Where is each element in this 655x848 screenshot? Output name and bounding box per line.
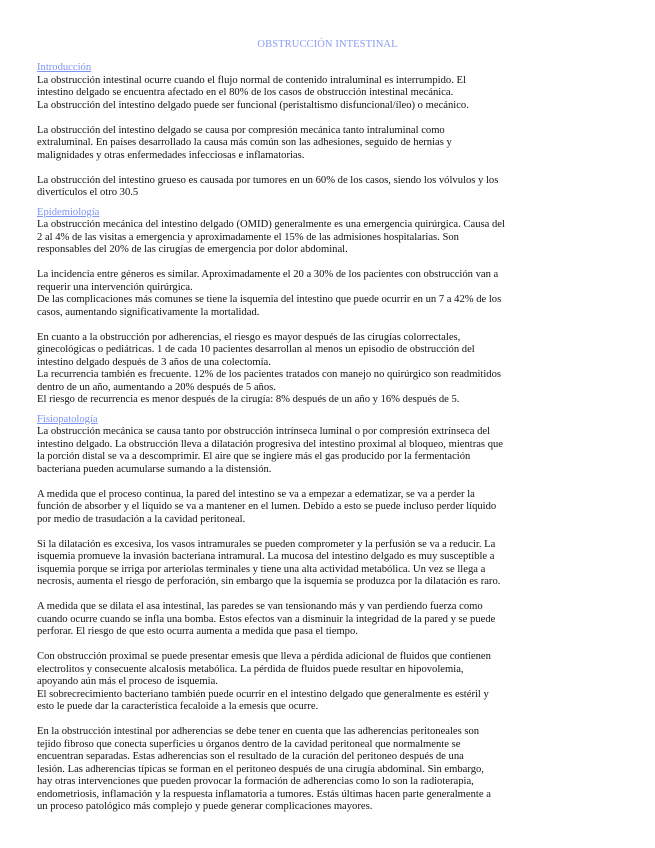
text-line: El riesgo de recurrencia es menor después de la cirugía: 8% después de un año y 16% después de 5. <box>37 394 460 405</box>
text-line: La obstrucción mecánica se causa tanto por obstrucción intrínseca luminal o por compresión extrínseca del <box>37 426 491 437</box>
text-line: la porción distal se va a descomprimir. El aire que se ingiere más el gas producido por la fermentación <box>37 451 471 462</box>
text-line: bacteriana pueden acumularse sumando a la distensión. <box>37 463 272 475</box>
paragraph <box>37 601 637 639</box>
document-body <box>37 62 637 814</box>
text-line: hay otras intervenciones que pueden provocar la formación de adherencias como lo son la radioterapia, <box>37 776 474 787</box>
text-line: casos, aumentando significativamente la mortalidad. <box>37 306 260 318</box>
text-line: un proceso patológico más complejo y puede generar complicaciones mayores. <box>37 801 373 812</box>
section-heading-fisiopatologia[interactable]: Fisiopatología <box>37 413 98 425</box>
paragraph <box>37 175 637 200</box>
text-line: isquemia porque se irriga por arteriolas terminales y tiene una alta actividad metabólica. Un vez se llega a <box>37 563 486 575</box>
paragraph <box>37 269 637 319</box>
text-line: endometriosis, inflamación y la respuesta inflamatoria a tumores. Estás últimas hacen parte generalmente a <box>37 788 491 800</box>
text-line: tejido fibroso que conecta superficies u órganos dentro de la cavidad peritoneal que normalmente se <box>37 738 461 750</box>
text-line: intestino delgado después de 3 años de una colectomía. <box>37 356 271 368</box>
paragraph <box>37 426 637 476</box>
section-heading-epidemiologia[interactable]: Epidemiología <box>37 206 100 218</box>
paragraph <box>37 726 637 814</box>
text-line: Con obstrucción proximal se puede presentar emesis que lleva a pérdida adicional de fluidos que contienen <box>37 651 491 662</box>
text-line: isquemia promueve la invasión bacteriana intramural. La mucosa del intestino delgado es muy susceptible a <box>37 551 495 562</box>
paragraph <box>37 219 637 257</box>
text-line: perforar. El riesgo de que esto ocurra aumenta a medida que pasa el tiempo. <box>37 626 358 637</box>
text-line: A medida que se dilata el asa intestinal, las paredes se van tensionando más y van perdiendo fuerza como <box>37 601 483 612</box>
text-line: esto le puede dar la característica fecaloide a la emesis que ocurre. <box>37 701 319 712</box>
text-line: La obstrucción del intestino delgado puede ser funcional (peristaltismo disfuncional/íleo) o mecánico. <box>37 99 469 111</box>
text-line: A medida que el proceso continua, la pared del intestino se va a empezar a edematizar, se va a perder la <box>37 488 475 500</box>
text-line: 2 al 4% de las visitas a emergencia y aproximadamente el 15% de las admisiones hospitalarias. Son <box>37 231 459 243</box>
text-line: requerir una intervención quirúrgica. <box>37 281 193 293</box>
paragraph <box>37 651 637 714</box>
text-line: encuentran separadas. Estas adherencias son el resultado de la curación del peritoneo después de una <box>37 751 464 762</box>
section-heading-introduccion[interactable]: Introducción <box>37 62 92 73</box>
text-line: La obstrucción del intestino grueso es causada por tumores en un 60% de los casos, siendo los vólvulos y los <box>37 174 499 186</box>
paragraph <box>37 75 637 113</box>
paragraph <box>37 539 637 589</box>
text-line: responsables del 20% de las cirugías de emergencia por dolor abdominal. <box>37 244 348 255</box>
text-line: La obstrucción mecánica del intestino delgado (OMID) generalmente es una emergencia quirúrgica. Causa del <box>37 219 505 230</box>
paragraph <box>37 489 637 527</box>
text-line: malignidades y otras enfermedades infecciosas e inflamatorias. <box>37 149 305 161</box>
text-line: La obstrucción intestinal ocurre cuando el flujo normal de contenido intraluminal es interrumpido. El <box>37 74 466 86</box>
text-line: por medio de trasudación a la cavidad peritoneal. <box>37 513 246 525</box>
text-line: necrosis, aumenta el riesgo de perforación, sin embargo que la isquemia se produzca por la dilatación es raro. <box>37 576 501 587</box>
text-line: extraluminal. En países desarrollado la causa más común son las adhesiones, seguido de hernias y <box>37 137 452 148</box>
text-line: La recurrencia también es frecuente. 12% de los pacientes tratados con manejo no quirúrgico son readmitidos <box>37 369 501 380</box>
text-line: apoyando aún más el proceso de isquemia. <box>37 676 218 687</box>
text-line: función de absorber y el líquido se va a mantener en el lumen. Debido a esto se puede incluso perder líquido <box>37 501 497 512</box>
text-line: El sobrecrecimiento bacteriano también puede ocurrir en el intestino delgado que generalmente es estéril y <box>37 688 489 700</box>
text-line: De las complicaciones más comunes se tiene la isquemia del intestino que puede ocurrir en un 7 a 42% de los <box>37 294 502 305</box>
text-line: En cuanto a la obstrucción por adherencias, el riesgo es mayor después de las cirugías colorrectales, <box>37 331 461 343</box>
text-line: La obstrucción del intestino delgado se causa por compresión mecánica tanto intraluminal como <box>37 124 445 136</box>
text-line: intestino delgado se encuentra afectado en el 80% de los casos de obstrucción intestinal mecánica. <box>37 87 454 98</box>
text-line: lesión. Las adherencias típicas se forman en el peritoneo después de una cirugía abdominal. Sin embargo, <box>37 763 484 775</box>
text-line: Si la dilatación es excesiva, los vasos intramurales se pueden comprometer y la perfusión se va a reducir. La <box>37 538 496 550</box>
document-title: OBSTRUCCIÓN INTESTINAL <box>257 39 398 50</box>
text-line: ginecológicas o pediátricas. 1 de cada 10 pacientes desarrollan al menos un episodio de obstrucción del <box>37 344 475 355</box>
paragraph <box>37 332 637 407</box>
text-line: divertículos el otro 30.5 <box>37 187 139 198</box>
paragraph <box>37 125 637 163</box>
text-line: La incidencia entre géneros es similar. Aproximadamente el 20 a 30% de los pacientes con obstrucción van a <box>37 269 499 280</box>
text-line: dentro de un año, aumentando a 20% después de 5 años. <box>37 381 276 393</box>
text-line: cuando ocurre cuando se infla una bomba. Estos efectos van a disminuir la integridad de la pared y se puede <box>37 613 496 625</box>
text-line: electrolitos y consecuente alcalosis metabólica. La pérdida de fluidos puede resultar en hipovolemia, <box>37 663 464 675</box>
text-line: intestino delgado. La obstrucción lleva a dilatación progresiva del intestino proximal al bloqueo, mientras que <box>37 438 503 450</box>
text-line: En la obstrucción intestinal por adherencias se debe tener en cuenta que las adherencias peritoneales son <box>37 726 480 737</box>
